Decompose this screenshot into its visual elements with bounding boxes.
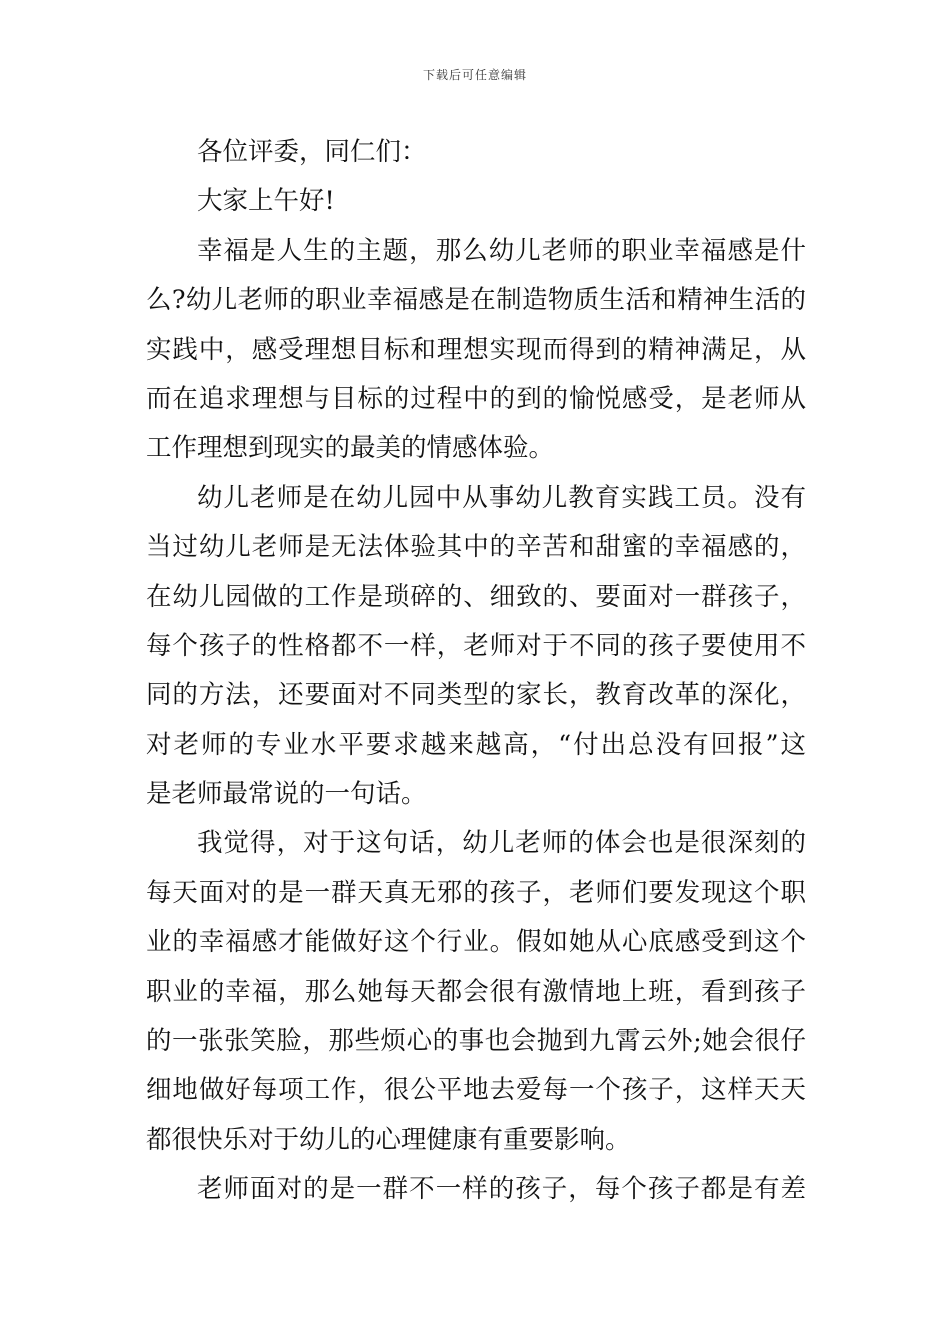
text-line: 细地做好每项工作，很公平地去爱每一个孩子，这样天天 bbox=[146, 1075, 806, 1106]
text-line: 各位评委，同仁们： bbox=[197, 137, 427, 167]
text-line: 当过幼儿老师是无法体验其中的辛苦和甜蜜的幸福感的， bbox=[146, 532, 806, 563]
text-line: 每个孩子的性格都不一样，老师对于不同的孩子要使用不 bbox=[146, 630, 806, 661]
text-line: 职业的幸福，那么她每天都会很有激情地上班，看到孩子 bbox=[146, 976, 806, 1007]
text-line: 对老师的专业水平要求越来越高，“付出总没有回报”这 bbox=[146, 729, 806, 760]
text-line: 是老师最常说的一句话。 bbox=[146, 779, 427, 810]
text-line: 在幼儿园做的工作是琐碎的、细致的、要面对一群孩子， bbox=[146, 581, 806, 612]
text-line: 的一张张笑脸，那些烦心的事也会抛到九霄云外;她会很仔 bbox=[146, 1026, 806, 1057]
download-note: 下载后可任意编辑 bbox=[422, 68, 527, 82]
text-line: 幸福是人生的主题，那么幼儿老师的职业幸福感是什 bbox=[197, 235, 806, 266]
document-body bbox=[146, 128, 806, 1215]
text-line: 大家上午好! bbox=[197, 186, 335, 217]
text-line: 而在追求理想与目标的过程中的到的愉悦感受，是老师从 bbox=[146, 383, 806, 414]
text-line: 业的幸福感才能做好这个行业。假如她从心底感受到这个 bbox=[146, 927, 806, 958]
text-line: 么?幼儿老师的职业幸福感是在制造物质生活和精神生活的 bbox=[146, 285, 806, 316]
text-line: 实践中，感受理想目标和理想实现而得到的精神满足，从 bbox=[146, 334, 806, 365]
text-line: 都很快乐对于幼儿的心理健康有重要影响。 bbox=[146, 1124, 631, 1155]
text-line: 同的方法，还要面对不同类型的家长，教育改革的深化， bbox=[146, 680, 806, 711]
text-line: 工作理想到现实的最美的情感体验。 bbox=[146, 433, 555, 464]
text-line: 每天面对的是一群天真无邪的孩子，老师们要发现这个职 bbox=[146, 877, 806, 908]
text-line: 老师面对的是一群不一样的孩子，每个孩子都是有差 bbox=[197, 1174, 806, 1205]
text-line: 幼儿老师是在幼儿园中从事幼儿教育实践工员。没有 bbox=[197, 482, 806, 513]
text-line: 我觉得，对于这句话，幼儿老师的体会也是很深刻的 bbox=[197, 828, 806, 859]
